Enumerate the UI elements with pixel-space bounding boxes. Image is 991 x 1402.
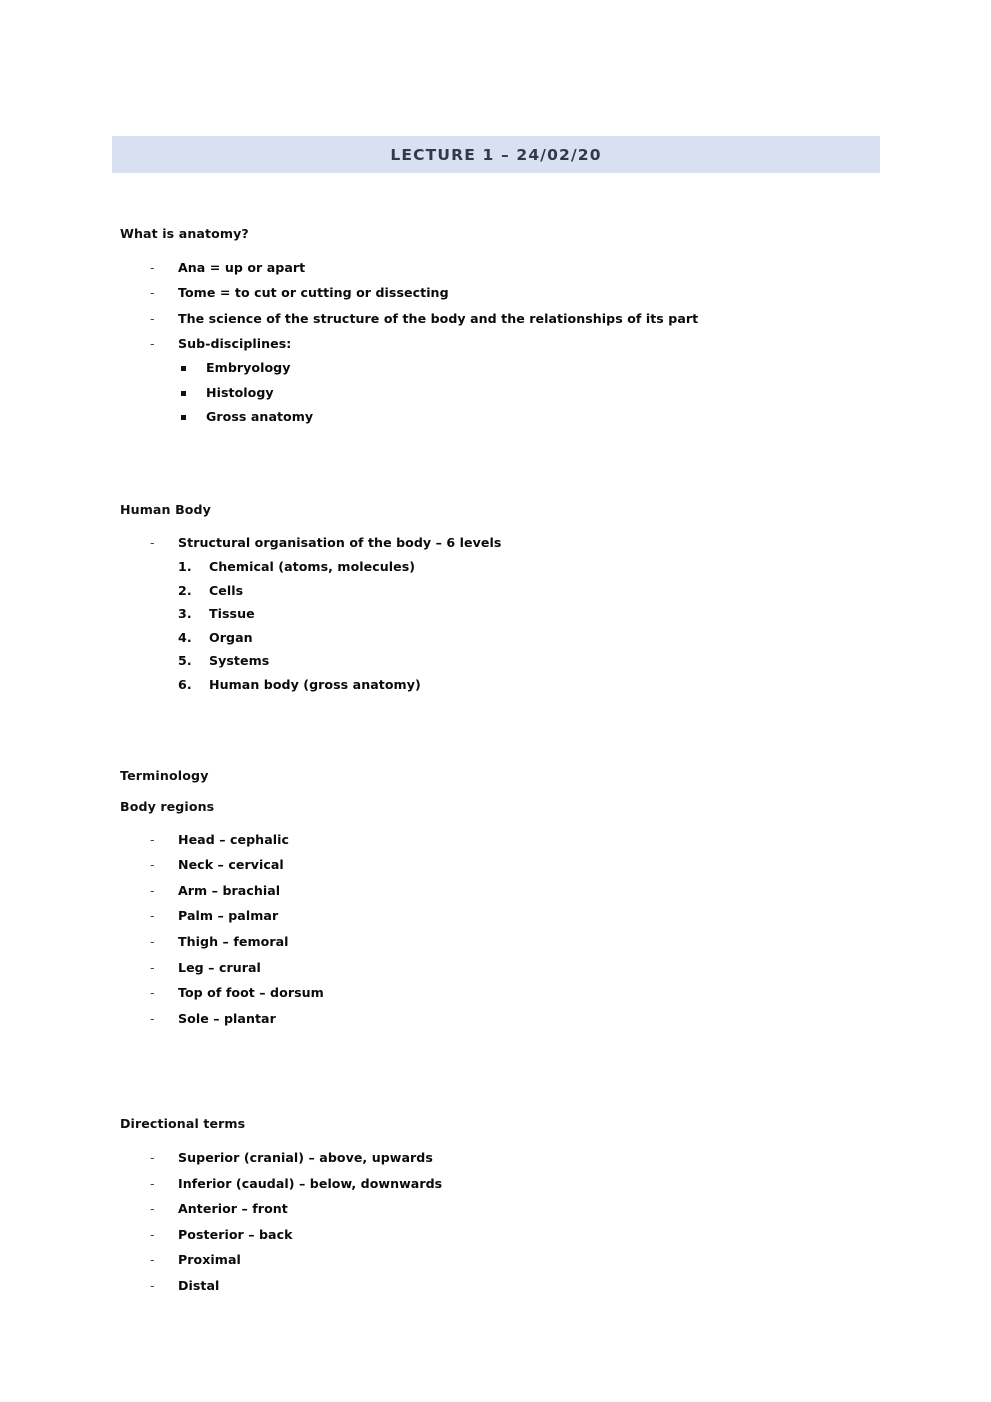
list-item-text: Head – cephalic <box>178 831 289 847</box>
section-what-is-anatomy <box>120 228 920 424</box>
list-item-text: Human body (gross anatomy) <box>209 676 421 692</box>
list-item-text: Sub-disciplines: <box>178 336 292 352</box>
dash-bullet-icon: - <box>150 908 155 924</box>
list-item-text: Arm – brachial <box>178 882 281 898</box>
lecture-title: LECTURE 1 – 24/02/20 <box>390 145 602 164</box>
list-item-text: Neck – cervical <box>178 857 284 873</box>
list-item-text: Gross anatomy <box>206 409 314 425</box>
list-number: 2. <box>178 582 192 598</box>
dash-bullet-icon: - <box>150 1252 155 1268</box>
section-heading: Terminology <box>120 767 209 783</box>
list-item-text: Chemical (atoms, molecules) <box>209 558 416 574</box>
dash-bullet-icon: - <box>150 934 155 950</box>
list-item <box>120 831 920 847</box>
dash-bullet-icon: - <box>150 310 155 326</box>
list-item-text: Thigh – femoral <box>178 934 289 950</box>
dash-bullet-icon: - <box>150 857 155 873</box>
list-item-text: Organ <box>209 629 253 645</box>
list-item <box>120 1203 920 1216</box>
list-number: 4. <box>178 629 192 645</box>
section-heading: Human Body <box>120 501 211 517</box>
subsection-heading-body-regions: Body regions <box>120 799 215 815</box>
list-item <box>120 882 920 898</box>
dash-bullet-icon: - <box>150 1150 155 1166</box>
bullet-list <box>120 259 920 425</box>
document-body <box>120 228 920 1306</box>
list-item-text: Anterior – front <box>178 1201 288 1217</box>
list-item <box>120 1175 920 1191</box>
section-terminology <box>120 767 920 1026</box>
list-item <box>120 910 920 923</box>
bullet-list <box>120 1152 920 1293</box>
list-item-text: Proximal <box>178 1252 241 1268</box>
section-heading: Directional terms <box>120 1116 246 1132</box>
list-item <box>120 259 920 275</box>
list-item-text: Cells <box>209 582 244 598</box>
dash-bullet-icon: - <box>150 336 155 352</box>
dash-bullet-icon: - <box>150 882 155 898</box>
list-item-text: Histology <box>206 384 274 400</box>
square-bullet-icon <box>181 415 186 420</box>
list-item-text: Ana = up or apart <box>178 259 306 275</box>
section-heading: What is anatomy? <box>120 226 249 241</box>
list-item <box>120 1226 920 1242</box>
list-item <box>120 987 920 1000</box>
list-item <box>120 537 920 691</box>
list-item <box>178 411 920 424</box>
list-item <box>178 655 920 668</box>
list-number: 3. <box>178 606 192 622</box>
list-number: 6. <box>178 676 192 692</box>
list-item <box>120 338 920 423</box>
dash-bullet-icon: - <box>150 1226 155 1242</box>
dash-bullet-icon: - <box>150 959 155 975</box>
list-item-text: Palm – palmar <box>178 908 279 924</box>
numbered-list <box>178 558 920 692</box>
list-item <box>120 287 920 300</box>
list-item <box>120 1280 920 1293</box>
bullet-list <box>120 537 920 691</box>
list-item <box>178 629 920 645</box>
list-number: 1. <box>178 558 192 574</box>
list-item-text: Sole – plantar <box>178 1010 276 1026</box>
list-item <box>120 1152 920 1165</box>
section-directional-terms <box>120 1118 920 1292</box>
list-item-text: The science of the structure of the body and the relationships of its part <box>178 310 699 326</box>
list-item <box>120 859 920 872</box>
list-item-text: Systems <box>209 653 270 669</box>
list-number: 5. <box>178 653 192 669</box>
dash-bullet-icon: - <box>150 1175 155 1191</box>
list-item-text: Posterior – back <box>178 1226 293 1242</box>
square-bullet-icon <box>181 366 186 371</box>
list-item <box>178 676 920 692</box>
list-item-text: Embryology <box>206 359 291 375</box>
list-item <box>178 384 920 400</box>
list-item-text: Superior (cranial) – above, upwards <box>178 1150 433 1166</box>
dash-bullet-icon: - <box>150 259 155 275</box>
list-item <box>178 608 920 621</box>
dash-bullet-icon: - <box>150 535 155 551</box>
dash-bullet-icon: - <box>150 985 155 1001</box>
list-item <box>178 359 920 375</box>
list-item <box>120 310 920 326</box>
bullet-list <box>120 831 920 1026</box>
list-item <box>120 1010 920 1026</box>
list-item <box>178 582 920 598</box>
list-item-text: Distal <box>178 1278 220 1293</box>
dash-bullet-icon: - <box>150 1010 155 1026</box>
list-item-text: Top of foot – dorsum <box>178 985 324 1001</box>
list-item-text: Inferior (caudal) – below, downwards <box>178 1175 443 1191</box>
dash-bullet-icon: - <box>150 831 155 847</box>
list-item <box>120 959 920 975</box>
list-item-text: Tome = to cut or cutting or dissecting <box>178 285 449 301</box>
list-item <box>120 1254 920 1267</box>
dash-bullet-icon: - <box>150 1201 155 1217</box>
dash-bullet-icon: - <box>150 285 155 301</box>
square-bullet-icon <box>181 391 186 396</box>
list-item-text: Structural organisation of the body – 6 levels <box>178 535 502 551</box>
list-item-text: Tissue <box>209 606 255 622</box>
dash-bullet-icon: - <box>150 1278 155 1293</box>
list-item-text: Leg – crural <box>178 959 261 975</box>
sub-bullet-list <box>178 359 920 425</box>
lecture-header-banner <box>112 136 880 173</box>
list-item <box>120 936 920 949</box>
section-human-body <box>120 501 920 692</box>
list-item <box>178 558 920 574</box>
